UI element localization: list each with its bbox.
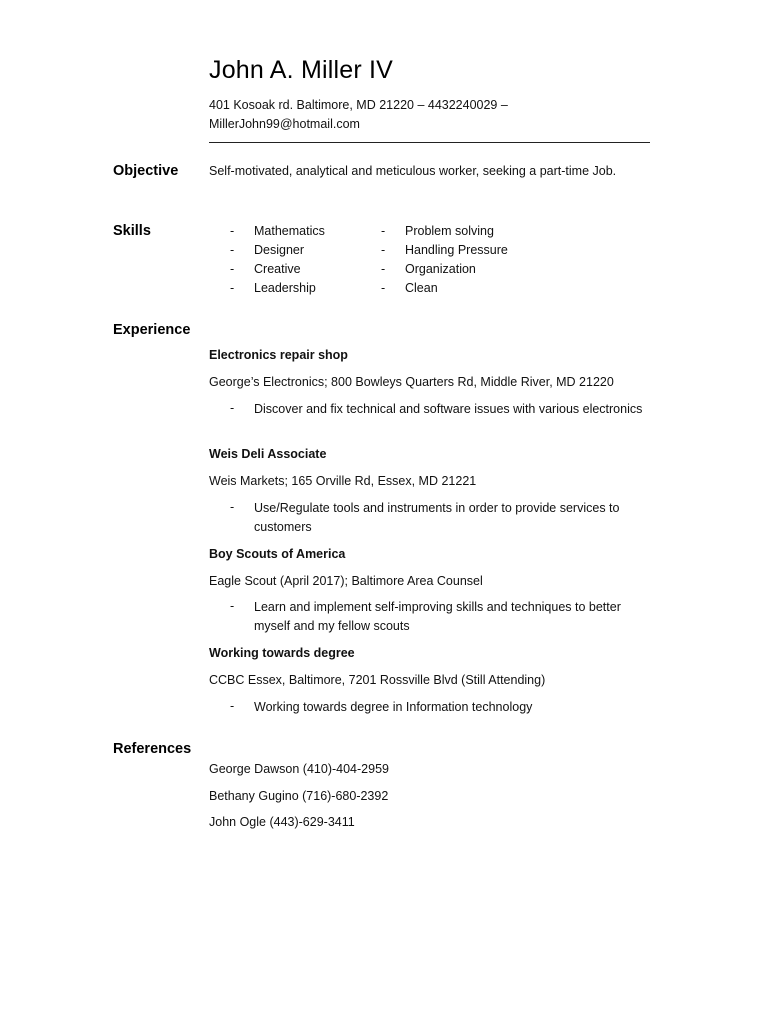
skill-item: Mathematics: [254, 224, 325, 238]
experience-bullet: Learn and implement self-improving skills and techniques to better myself and my fellow scouts: [254, 600, 621, 633]
experience-title: Boy Scouts of America: [209, 547, 346, 561]
skill-item: Problem solving: [405, 224, 494, 238]
experience-detail: George’s Electronics; 800 Bowleys Quarters Rd, Middle River, MD 21220: [209, 375, 614, 389]
objective-heading: Objective: [113, 163, 179, 179]
applicant-name: John A. Miller IV: [209, 56, 394, 84]
reference-entry: Bethany Gugino (716)-680-2392: [209, 789, 389, 803]
bullet-dash: -: [230, 224, 235, 238]
bullet-dash: -: [381, 243, 386, 257]
experience-heading: Experience: [113, 322, 191, 338]
bullet-dash: -: [381, 281, 386, 295]
reference-entry: John Ogle (443)-629-3411: [209, 815, 355, 829]
skill-item: Handling Pressure: [405, 243, 508, 257]
header-divider: [209, 142, 650, 143]
bullet-dash: -: [230, 243, 235, 257]
experience-bullet: Discover and fix technical and software issues with various electronics: [254, 402, 643, 416]
experience-title: Working towards degree: [209, 646, 355, 660]
experience-title: Electronics repair shop: [209, 348, 348, 362]
bullet-dash: -: [230, 699, 235, 713]
experience-title: Weis Deli Associate: [209, 447, 327, 461]
bullet-dash: -: [230, 500, 235, 514]
bullet-dash: -: [381, 262, 386, 276]
experience-detail: Weis Markets; 165 Orville Rd, Essex, MD 21221: [209, 474, 477, 488]
skill-item: Clean: [405, 281, 438, 295]
skill-item: Organization: [405, 262, 476, 276]
references-heading: References: [113, 741, 192, 757]
skills-heading: Skills: [113, 223, 151, 239]
experience-detail: CCBC Essex, Baltimore, 7201 Rossville Blvd (Still Attending): [209, 673, 546, 687]
bullet-dash: -: [230, 281, 235, 295]
contact-info: 401 Kosoak rd. Baltimore, MD 21220 – 4432240029 – MillerJohn99@hotmail.com: [209, 98, 508, 131]
skill-item: Designer: [254, 243, 305, 257]
reference-entry: George Dawson (410)-404-2959: [209, 762, 389, 776]
experience-detail: Eagle Scout (April 2017); Baltimore Area Counsel: [209, 574, 483, 588]
bullet-dash: -: [230, 599, 235, 613]
experience-bullet: Working towards degree in Information technology: [254, 700, 533, 714]
bullet-dash: -: [230, 262, 235, 276]
experience-bullet: Use/Regulate tools and instruments in order to provide services to customers: [254, 501, 620, 534]
bullet-dash: -: [381, 224, 386, 238]
bullet-dash: -: [230, 401, 235, 415]
skill-item: Creative: [254, 262, 301, 276]
skill-item: Leadership: [254, 281, 316, 295]
objective-text: Self-motivated, analytical and meticulous worker, seeking a part-time Job.: [209, 164, 617, 178]
